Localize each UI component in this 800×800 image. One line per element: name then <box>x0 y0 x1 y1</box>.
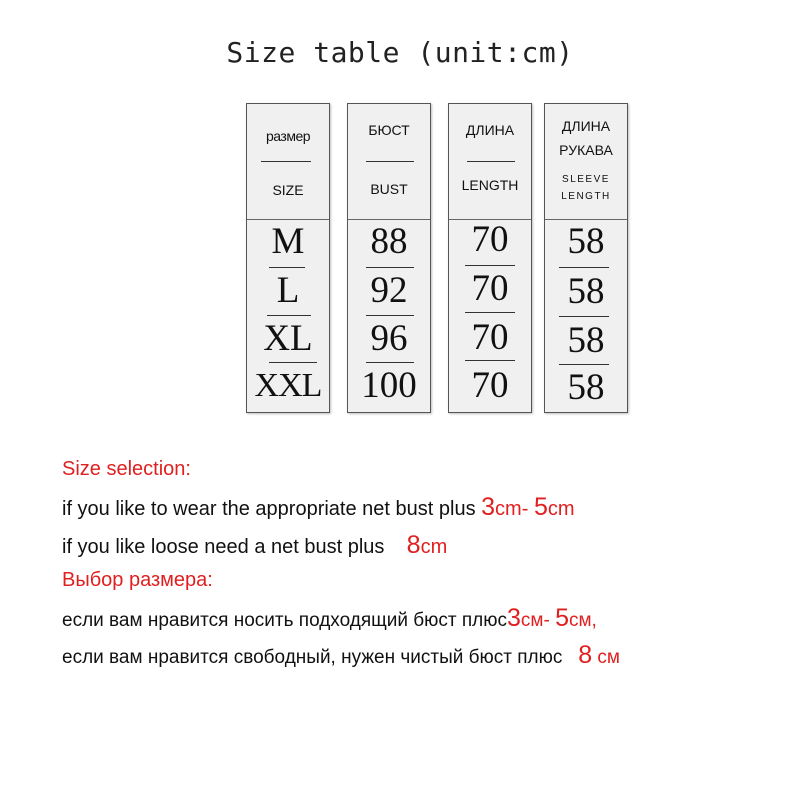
size-column-header <box>247 104 329 220</box>
value-underline <box>559 316 609 317</box>
header-en-label: SLEEVE <box>562 174 610 185</box>
note-text: если вам нравится носить подходящий бюст плюс <box>62 610 507 631</box>
value-underline <box>366 315 414 316</box>
value-underline <box>366 267 414 268</box>
header-divider <box>366 161 414 162</box>
header-en-label: BUST <box>370 181 408 197</box>
header-divider <box>467 161 515 162</box>
value-underline <box>269 267 305 268</box>
note-value: 8 <box>578 641 593 669</box>
note-unit: см- <box>520 610 556 631</box>
header-ru-label: ДЛИНА <box>465 122 515 138</box>
header-en-label: LENGTH <box>461 177 519 193</box>
header-divider <box>261 161 311 162</box>
size-value: XL <box>263 318 313 359</box>
length-value: 70 <box>471 317 509 358</box>
en-note-loose <box>62 531 447 560</box>
header-en-label: LENGTH <box>561 191 611 202</box>
length-column-header <box>449 104 531 220</box>
note-text: if you like loose need a net bust plus <box>62 536 390 558</box>
spacer <box>568 647 579 668</box>
sleeve-length-column <box>544 103 628 413</box>
bust-column <box>347 103 431 413</box>
sleeve-length-value: 58 <box>567 367 605 408</box>
note-unit: см, <box>568 610 597 631</box>
header-ru-label: РУКАВА <box>559 142 613 158</box>
page-title: Size table (unit:cm) <box>226 36 574 69</box>
size-column <box>246 103 330 413</box>
header-separator <box>247 219 329 220</box>
length-value: 70 <box>471 365 509 406</box>
ru-note-loose <box>62 641 620 670</box>
value-underline <box>366 362 414 363</box>
length-value: 70 <box>471 219 509 260</box>
spacer <box>390 536 407 558</box>
size-value: M <box>271 221 305 262</box>
sleeve-length-value: 58 <box>567 271 605 312</box>
value-underline <box>465 360 515 361</box>
value-underline <box>559 267 609 268</box>
header-separator <box>348 219 430 220</box>
value-underline <box>559 364 609 365</box>
header-en-label: SIZE <box>272 182 304 198</box>
value-underline <box>269 362 317 363</box>
note-text: if you like to wear the appropriate net bust plus <box>62 498 482 520</box>
note-value: 5 <box>555 604 569 632</box>
note-unit: cm <box>420 536 448 558</box>
length-value: 70 <box>471 268 509 309</box>
length-column <box>448 103 532 413</box>
sleeve-length-value: 58 <box>567 320 605 361</box>
size-selection-heading: Size selection: <box>62 458 191 480</box>
value-underline <box>465 265 515 266</box>
header-ru-label: ДЛИНА <box>561 118 611 134</box>
ru-size-selection-heading: Выбор размера: <box>62 569 213 591</box>
header-separator <box>545 219 627 220</box>
note-unit: cm- <box>495 498 534 520</box>
sleeve-length-value: 58 <box>567 221 605 262</box>
note-unit: см <box>592 647 620 668</box>
en-note-fitted <box>62 493 575 522</box>
size-value: L <box>276 270 300 311</box>
sleeve-length-column-header <box>545 104 627 220</box>
note-value: 3 <box>481 493 496 521</box>
header-ru-label: размер <box>265 128 311 144</box>
note-value: 5 <box>533 493 548 521</box>
note-value: 8 <box>406 531 421 559</box>
ru-note-fitted <box>62 604 597 633</box>
bust-value: 96 <box>370 318 408 359</box>
size-value: XXL <box>254 367 322 404</box>
note-unit: cm <box>547 498 575 520</box>
bust-value: 92 <box>370 270 408 311</box>
note-text: если вам нравится свободный, нужен чистый бюст плюс <box>62 647 568 668</box>
value-underline <box>465 312 515 313</box>
bust-column-header <box>348 104 430 220</box>
bust-value: 88 <box>370 221 408 262</box>
note-value: 3 <box>507 604 521 632</box>
bust-value: 100 <box>361 365 417 406</box>
value-underline <box>267 315 311 316</box>
header-ru-label: БЮСТ <box>368 122 410 138</box>
